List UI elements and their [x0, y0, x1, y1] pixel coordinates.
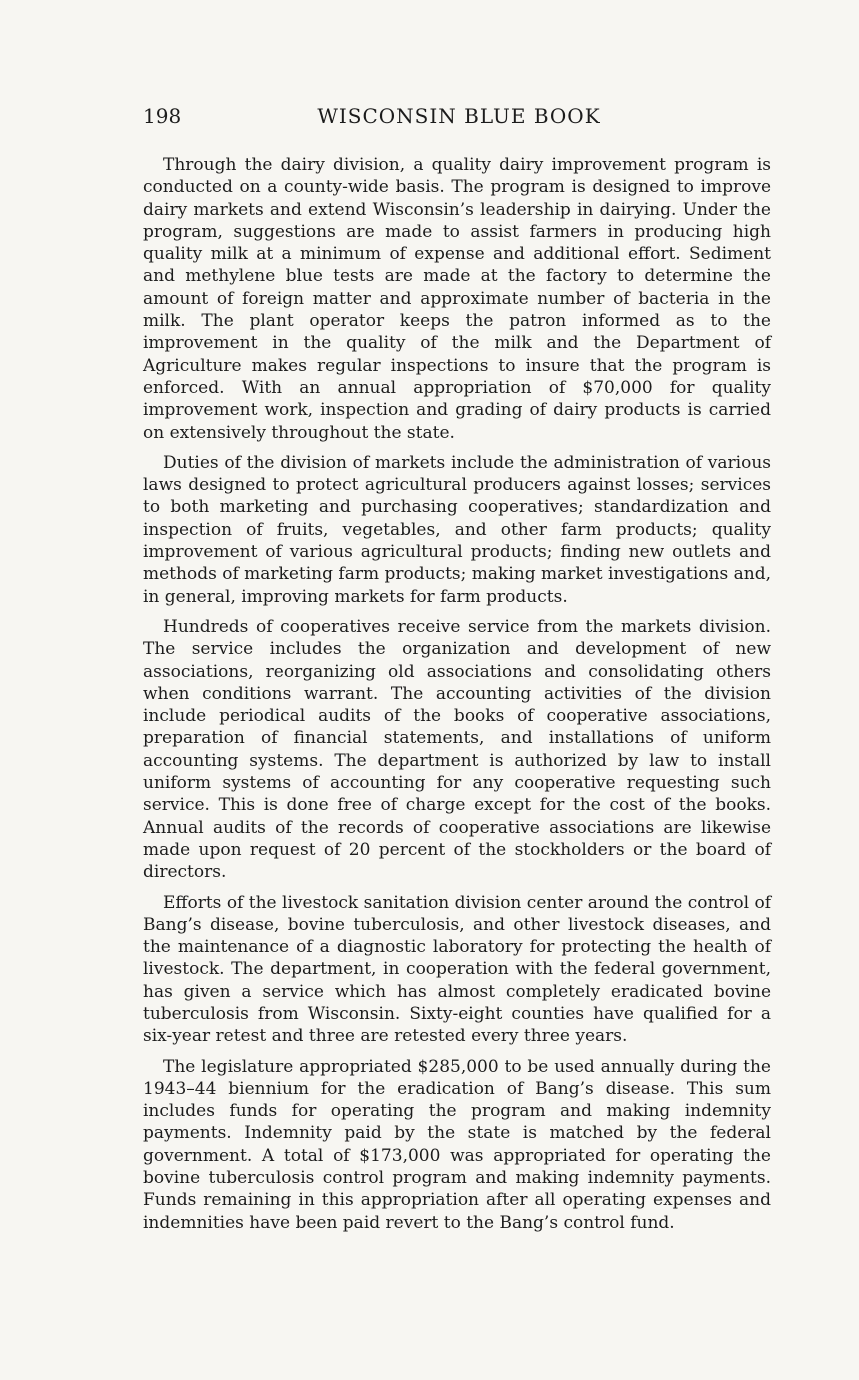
paragraph-division-of-markets: Duties of the division of markets include the administration of various laws designed to protect agricultural producers against losses; services to both marketing and purchasing cooperatives; standardization and inspection of fruits, vegetables, and other farm products; quality improvement of various agricultural products; finding new outlets and methods of marketing farm products; making market investigations and, in general, improving markets for farm products. — [143, 452, 771, 607]
paragraph-cooperatives: Hundreds of cooperatives receive service from the markets division. The service includes the organization and development of new associations, reorganizing old associations and consolidating others when conditions warrant. The accounting activities of the division include periodical audits of the books of cooperative associations, preparation of financial statements, and installations of uniform accounting systems. The department is authorized by law to install uniform systems of accounting for any cooperative requesting such service. This is done free of charge except for the cost of the books. Annual audits of the records of cooperative associations are likewise made upon request of 20 percent of the stockholders or the board of directors. — [143, 616, 771, 883]
paragraph-dairy-division: Through the dairy division, a quality dairy improvement program is conducted on a county-wide basis. The program is designed to improve dairy markets and extend Wisconsin’s leadership in dairying. Under the program, suggestions are made to assist farmers in producing high quality milk at a minimum of expense and additional effort. Sediment and methylene blue tests are made at the factory to determine the amount of foreign matter and approximate number of bacteria in the milk. The plant operator keeps the patron informed as to the improvement in the quality of the milk and the Department of Agriculture makes regular inspections to insure that the program is enforced. With an annual appropriation of $70,000 for quality improvement work, inspection and grading of dairy products is carried on extensively throughout the state. — [143, 155, 771, 443]
paragraph-livestock-sanitation: Efforts of the livestock sanitation division center around the control of Bang’s disease, bovine tuberculosis, and other livestock diseases, and the maintenance of a diagnostic laboratory for protecting the health of livestock. The department, in cooperation with the federal government, has given a service which has almost completely eradicated bovine tuberculosis from Wisconsin. Sixty-eight counties have qualified for a six-year retest and three are retested every three years. — [143, 892, 771, 1047]
page-header — [143, 104, 775, 134]
running-title: WISCONSIN BLUE BOOK — [317, 104, 601, 128]
paragraph-appropriations: The legislature appropriated $285,000 to be used annually during the 1943–44 biennium for the eradication of Bang’s disease. This sum includes funds for operating the program and making indemnity payments. Indemnity paid by the state is matched by the federal government. A total of $173,000 was appropriated for operating the bovine tuberculosis control program and making indemnity payments. Funds remaining in this appropriation after all operating expenses and indemnities have been paid revert to the Bang’s control fund. — [143, 1056, 771, 1233]
body-text — [143, 154, 771, 1242]
page-number: 198 — [143, 104, 182, 128]
